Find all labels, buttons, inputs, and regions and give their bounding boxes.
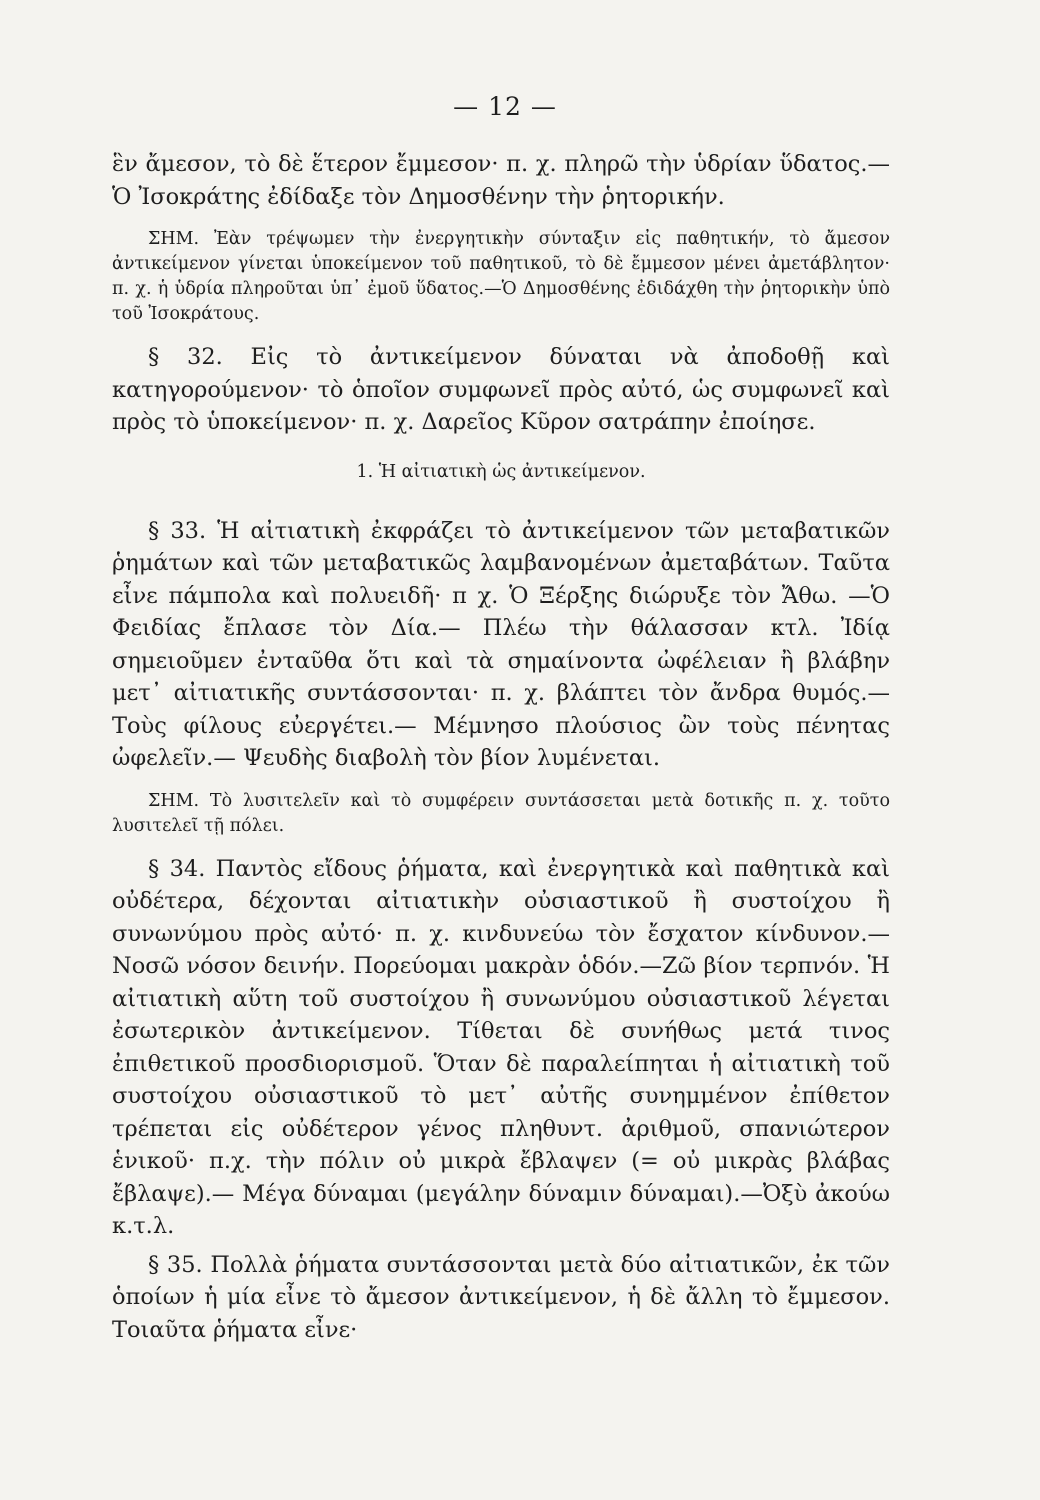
- section-heading: 1. Ἡ αἰτιατικὴ ὡς ἀντικείμενον.: [356, 461, 646, 482]
- note-paragraph-2: ΣΗΜ. Τὸ λυσιτελεῖν καὶ τὸ συμφέρειν συντάσσεται μετὰ δοτικῆς π. χ. τοῦτο λυσιτελεῖ τῇ πόλει.: [112, 790, 890, 836]
- page-body: [112, 148, 890, 1346]
- page-number: — 12 —: [453, 92, 557, 121]
- note-paragraph: ΣΗΜ. Ἐὰν τρέψωμεν τὴν ἐνεργητικὴν σύνταξιν εἰς παθητικήν, τὸ ἄμεσον ἀντικείμενον γίνεται ὑποκείμενον τοῦ παθητικοῦ, τὸ δὲ ἔμμεσον μένει ἀμετάβλητον· π. χ. ἡ ὑδρία πληροῦται ὑπ᾽ ἐμοῦ ὕδατος.—Ὁ Δημοσθένης ἐδιδάχθη τὴν ῥητορικὴν ὑπὸ τοῦ Ἰσοκράτους.: [112, 229, 890, 324]
- section-33: § 33. Ἡ αἰτιατικὴ ἐκφράζει τὸ ἀντικείμενον τῶν μεταβατικῶν ῥημάτων καὶ τῶν μεταβατικῶς λαμβανομένων ἀμεταβάτων. Ταῦτα εἶνε πάμπολα καὶ πολυειδῆ· π χ. Ὁ Ξέρξης διώρυξε τὸν Ἄθω. —Ὁ Φειδίας ἔπλασε τὸν Δία.— Πλέω τὴν θάλασσαν κτλ. Ἰδίᾳ σημειοῦμεν ἐνταῦθα ὅτι καὶ τὰ σημαίνοντα ὠφέλειαν ἢ βλάβην μετ᾽ αἰτιατικῆς συντάσσονται· π. χ. βλάπτει τὸν ἄνδρα θυμός.— Τοὺς φίλους εὐεργέτει.— Μέμνησο πλούσιος ὢν τοὺς πένητας ὠφελεῖν.— Ψευδὴς διαβολὴ τὸν βίον λυμένεται.: [112, 517, 890, 771]
- section-34: § 34. Παντὸς εἴδους ῥήματα, καὶ ἐνεργητικὰ καὶ παθητικὰ καὶ οὐδέτερα, δέχονται αἰτιατικὴν οὐσιαστικοῦ ἢ συστοίχου ἢ συνωνύμου πρὸς αὐτό· π. χ. κινδυνεύω τὸν ἔσχατον κίνδυνον.— Νοσῶ νόσον δεινήν. Πορεύομαι μακρὰν ὁδόν.—Ζῶ βίον τερπνόν. Ἡ αἰτιατικὴ αὕτη τοῦ συστοίχου ἢ συνωνύμου οὐσιαστικοῦ λέγεται ἐσωτερικὸν ἀντικείμενον. Τίθεται δὲ συνήθως μετά τινος ἐπιθετικοῦ προσδιορισμοῦ. Ὅταν δὲ παραλείπηται ἡ αἰτιατικὴ τοῦ συστοίχου οὐσιαστικοῦ τὸ μετ᾽ αὐτῆς συνημμένον ἐπίθετον τρέπεται εἰς οὐδέτερον γένος πληθυντ. ἀριθμοῦ, σπανιώτερον ἑνικοῦ· π.χ. τὴν πόλιν οὐ μικρὰ ἔβλαψεν (= οὐ μικρὰς βλάβας ἔβλαψε).— Μέγα δύναμαι (μεγάλην δύναμιν δύναμαι).—Ὀξὺ ἀκούω κ.τ.λ.: [112, 855, 890, 1239]
- paragraph-continuation: ἓν ἄμεσον, τὸ δὲ ἕτερον ἔμμεσον· π. χ. πληρῶ τὴν ὑδρίαν ὕδατος.— Ὁ Ἰσοκράτης ἐδίδαξε τὸν Δημοσθένην τὴν ῥητορικήν.: [112, 151, 890, 210]
- section-32: § 32. Εἰς τὸ ἀντικείμενον δύναται νὰ ἀποδοθῇ καὶ κατηγορούμενον· τὸ ὁποῖον συμφωνεῖ πρὸς αὐτό, ὡς συμφωνεῖ καὶ πρὸς τὸ ὑποκείμενον· π. χ. Δαρεῖος Κῦρον σατράπην ἐποίησε.: [112, 344, 890, 435]
- section-35: § 35. Πολλὰ ῥήματα συντάσσονται μετὰ δύο αἰτιατικῶν, ἐκ τῶν ὁποίων ἡ μία εἶνε τὸ ἄμεσον ἀντικείμενον, ἡ δὲ ἄλλη τὸ ἔμμεσον. Τοιαῦτα ῥήματα εἶνε·: [112, 1251, 890, 1343]
